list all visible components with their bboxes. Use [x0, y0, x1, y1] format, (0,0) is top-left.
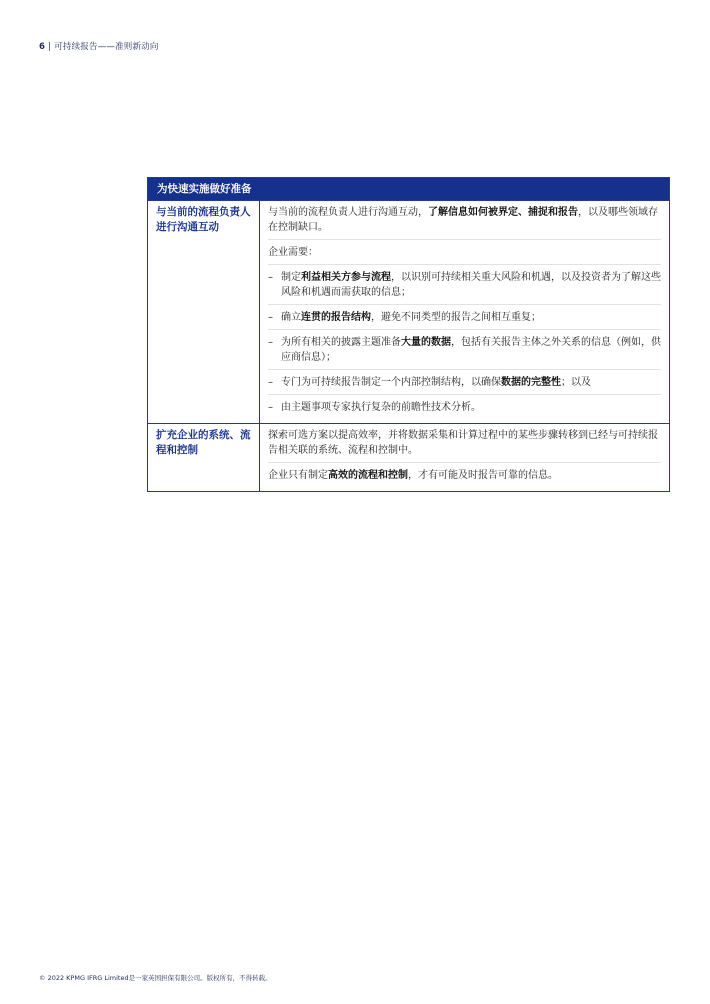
- document-title: 可持续报告——准则新动向: [54, 42, 159, 52]
- preparation-table: [147, 177, 670, 492]
- text-run: 制定: [281, 272, 301, 283]
- list-item: [268, 270, 661, 305]
- emphasis-text: 高效的流程和控制: [328, 470, 408, 481]
- list-item-text: [281, 400, 661, 415]
- text-run: 与当前的流程负责人进行沟通互动，: [268, 207, 428, 218]
- text-run: ，才有可能及时报告可靠的信息。: [408, 470, 558, 481]
- row-paragraph: 探索可选方案以提高效率，并将数据采集和计算过程中的某些步骤转移到已经与可持续报告相关联的系统、流程和控制中。: [268, 428, 661, 463]
- row-label: 与当前的流程负责人进行沟通互动: [148, 201, 260, 423]
- header-separator: |: [48, 42, 52, 52]
- text-run: 专门为可持续报告制定一个内部控制结构，以确保: [281, 377, 501, 388]
- dash-marker: –: [268, 272, 273, 283]
- text-run: ，以识别可持续相关重大风险和机遇，以及投资者为了解这些风险和机遇而需获取的信息；: [281, 272, 661, 298]
- dash-marker: –: [268, 377, 273, 388]
- list-item: [268, 335, 661, 370]
- table-row: [148, 423, 669, 491]
- text-run: ；以及: [561, 377, 591, 388]
- emphasis-text: 了解信息如何被界定、捕捉和报告: [428, 207, 578, 218]
- list-item-text: [281, 335, 661, 365]
- row-label: 扩充企业的系统、流程和控制: [148, 424, 260, 491]
- emphasis-text: 连贯的报告结构: [301, 312, 371, 323]
- row-content: [260, 201, 669, 423]
- dash-marker: –: [268, 337, 273, 348]
- text-run: ，包括有关报告主体之外关系的信息（例如，供应商信息）；: [281, 337, 661, 363]
- needs-heading: 企业需要：: [268, 245, 661, 265]
- page-number: 6: [39, 42, 46, 52]
- running-header: [39, 40, 159, 52]
- list-item-text: [281, 310, 661, 325]
- copyright-footer: © 2022 KPMG IFRG Limited是一家英国担保有限公司。版权所有，不得转载。: [39, 974, 272, 982]
- list-item: [268, 310, 661, 330]
- emphasis-text: 利益相关方参与流程: [301, 272, 391, 283]
- table-heading: 为快速实施做好准备: [148, 178, 669, 200]
- text-run: ，以及哪些领域存在控制缺口。: [268, 207, 658, 233]
- emphasis-text: 大量的数据: [401, 337, 451, 348]
- list-item-text: [281, 270, 661, 300]
- list-item-text: [281, 375, 661, 390]
- list-item: [268, 375, 661, 395]
- dash-marker: –: [268, 402, 273, 413]
- dash-marker: –: [268, 312, 273, 323]
- row-paragraph: [268, 468, 661, 487]
- row-content: [260, 424, 669, 491]
- table-row: [148, 200, 669, 423]
- text-run: 确立: [281, 312, 301, 323]
- text-run: 企业只有制定: [268, 470, 328, 481]
- text-run: 为所有相关的披露主题准备: [281, 337, 401, 348]
- list-item: [268, 400, 661, 419]
- row-intro-paragraph: [268, 205, 661, 240]
- emphasis-text: 数据的完整性: [501, 377, 561, 388]
- text-run: 由主题事项专家执行复杂的前瞻性技术分析。: [281, 402, 481, 413]
- text-run: ，避免不同类型的报告之间相互重复；: [371, 312, 541, 323]
